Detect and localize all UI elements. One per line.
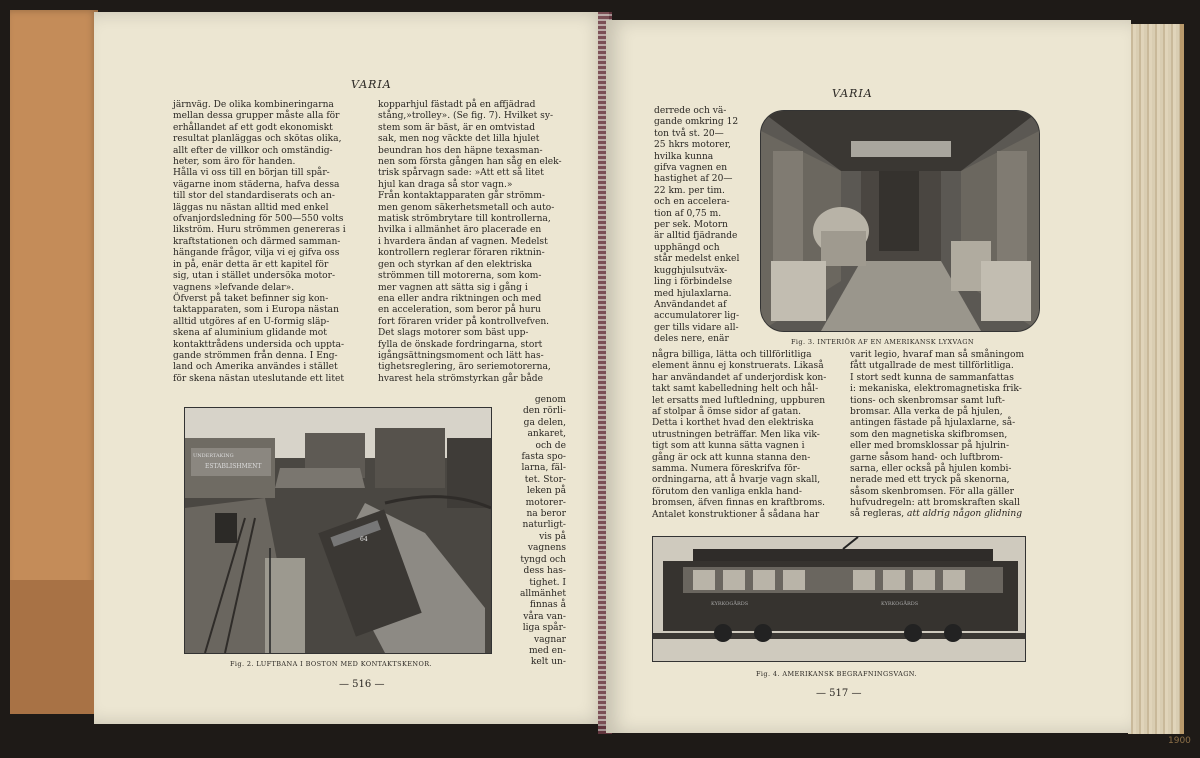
last-line-italic: att aldrig någon glidning: [907, 509, 1023, 519]
text-line: tion af 0,75 m.: [654, 208, 722, 219]
figure-3-image: [760, 110, 1040, 332]
text-line: ofvanjordsledning för 500—550 volts: [173, 214, 344, 225]
text-line: larna, fäl-: [521, 463, 566, 474]
text-line: strömmen till motorerna, som kom-: [378, 271, 542, 282]
text-line: med hjulaxlarna.: [654, 288, 732, 299]
right-column-2-last-line: [850, 509, 1050, 520]
text-line: Antalet konstruktioner å sådana har: [652, 509, 820, 520]
text-line: liga spår-: [522, 623, 566, 634]
page-edges: [1128, 24, 1184, 734]
figure-2-caption: Fig. 2. LUFTBANA I BOSTON MED KONTAKTSKENOR.: [230, 660, 432, 668]
text-line: varit legio, hvaraf man så småningom: [850, 350, 1025, 360]
text-line: ena eller andra riktningen och med: [378, 293, 542, 304]
text-line: ga delen,: [523, 417, 566, 428]
text-line: gande strömmen från denna. I Eng-: [173, 350, 338, 361]
text-line: hjul kan draga så stor vagn.»: [378, 179, 513, 190]
text-line: eller med bromsklossar på hjulrin-: [850, 441, 1010, 452]
text-line: fasta spo-: [521, 452, 566, 463]
text-line: accumulatorer lig-: [654, 311, 740, 322]
text-line: nen som första gången han såg en elek-: [378, 157, 562, 168]
text-line: mellan dessa grupper måste alla för: [173, 111, 340, 122]
text-line: har användandet af underjordisk kon-: [652, 372, 827, 383]
text-line: motorer-: [525, 497, 566, 508]
figure-2-image: [184, 407, 492, 654]
text-line: hvarest hela strömstyrkan går både: [378, 373, 543, 384]
text-line: men genom säkerhetsmetall och auto-: [378, 202, 555, 213]
text-line: trisk spårvagn sade: »Att ett så litet: [378, 168, 544, 179]
car-lettering-1: KYRKOGÅRDS: [711, 601, 749, 607]
text-line: fylla de önskade fordringarna, stort: [378, 339, 543, 350]
text-line: vagnens: [527, 543, 566, 554]
text-line: kelt un-: [530, 657, 566, 668]
right-column-2: [850, 350, 1040, 510]
text-line: af stolpar å ömse sidor af gatan.: [652, 407, 802, 418]
right-page-number: — 517 —: [816, 688, 862, 699]
elevated-railway-photo: [185, 408, 491, 653]
text-line: fort föraren vrider på kontrollvefven.: [378, 316, 550, 327]
text-line: den rörli-: [522, 406, 566, 417]
text-line: vägarne inom städerna, hafva dessa: [173, 179, 340, 190]
text-line: kopparhjul fästadt på en affjädrad: [378, 100, 536, 110]
text-line: na beror: [526, 509, 566, 520]
text-line: naturligt-: [522, 520, 566, 531]
left-page: [94, 12, 609, 724]
text-line: Användandet af: [654, 299, 727, 310]
car-number: 64: [360, 536, 368, 543]
text-line: gande omkring 12: [654, 117, 739, 128]
text-line: mer vagnen att sätta sig i gång i: [378, 282, 528, 293]
left-running-header: VARIA: [351, 78, 392, 91]
text-line: vis på: [539, 531, 566, 542]
text-line: matisk strömbrytare till kontrollerna,: [378, 214, 551, 225]
figure-3-caption: Fig. 3. INTERIÖR AF EN AMERIKANSK LYXVAGN: [791, 338, 974, 346]
text-line: alltid utgöres af en U-formig släp-: [173, 316, 330, 327]
corner-label: 1900: [1168, 736, 1191, 746]
text-line: ordningarna, att å hvarje vagn skall,: [652, 475, 821, 486]
text-line: Hålla vi oss till en början till spår-: [173, 168, 330, 179]
text-line: kontrollern reglerar föraren riktnin-: [378, 248, 545, 259]
text-line: ger tills vidare all-: [654, 322, 739, 333]
text-line: allmänhet: [519, 588, 566, 599]
car-lettering-2: KYRKOGÅRDS: [881, 601, 919, 607]
left-column-1: [173, 100, 387, 385]
right-narrow-column: [654, 106, 754, 346]
text-line: och de: [535, 440, 566, 451]
right-column-1: [652, 350, 847, 521]
text-line: allt efter de villkor och omständig-: [173, 145, 333, 156]
text-line: tigt som att kunna sätta vagnen i: [652, 441, 805, 452]
text-line: bromsar. Alla verka de på hjulen,: [850, 407, 1003, 418]
text-line: några billiga, lätta och tillförlitliga: [652, 350, 812, 360]
text-line: Det slags motorer som bäst upp-: [378, 328, 529, 339]
text-line: 22 km. per tim.: [654, 185, 725, 196]
right-page: [606, 20, 1131, 733]
text-line: läggas nu nästan alltid med enkel: [173, 202, 329, 213]
text-line: förutom den vanliga enkla hand-: [652, 486, 803, 497]
text-line: likström. Huru strömmen genereras i: [173, 225, 346, 236]
text-line: tions- och skenbromsar samt luft-: [850, 395, 1005, 406]
text-line: hvilka i allmänhet äro placerade en: [378, 225, 542, 236]
text-line: tighet. I: [529, 577, 566, 588]
text-line: igångsättningsmoment och lätt has-: [378, 350, 544, 361]
text-line: antingen fästade på hjulaxlarne, så-: [850, 418, 1016, 429]
left-page-number: — 516 —: [339, 679, 385, 690]
text-line: gång är ock att kunna stanna den-: [652, 452, 811, 463]
text-line: fått utgallrade de mest tillförlitliga.: [850, 361, 1014, 372]
text-line: resultat planläggas och skötas olika,: [173, 134, 342, 145]
text-line: genom: [534, 395, 566, 405]
text-line: kontakttrådens undersida och uppta-: [173, 339, 345, 350]
text-line: takt samt kabelledning helt och hål-: [652, 384, 819, 395]
text-line: Detta i korthet hvad den elektriska: [652, 418, 814, 429]
text-line: hängande frågor, vilja vi ej gifva oss: [173, 248, 340, 259]
text-line: vagnar: [533, 634, 566, 645]
sign-text-2: ESTABLISHMENT: [205, 463, 262, 470]
text-line: beundran hos den häpne texasman-: [378, 145, 543, 156]
text-line: och en accelera-: [654, 197, 730, 208]
text-line: stång,»trolley». (Se fig. 7). Hvilket sy-: [378, 111, 554, 122]
text-line: sak, men nog väckte det lilla hjulet: [378, 134, 540, 145]
book-cover-lower: [10, 580, 98, 714]
text-line: element ännu ej konstruerats. Likaså: [652, 361, 824, 372]
text-line: Från kontaktapparaten går strömm-: [378, 191, 545, 202]
text-line: bromsen, äfven finnas en kraftbroms.: [652, 498, 826, 509]
text-line: utrustningen beträffar. Men lika vik-: [652, 429, 820, 440]
text-line: en acceleration, som beror på huru: [378, 305, 541, 316]
text-line: sarna, eller också på hjulen kombi-: [850, 464, 1012, 475]
text-line: våra van-: [523, 611, 566, 622]
text-line: garne såsom hand- och luftbrom-: [850, 452, 1003, 463]
funeral-tram-photo: [653, 537, 1025, 661]
figure-4-caption: Fig. 4. AMERIKANSK BEGRAFNINGSVAGN.: [756, 670, 917, 678]
text-line: erhållandet af ett godt ekonomiskt: [173, 122, 333, 133]
text-line: samma. Numera föreskrifva för-: [652, 464, 801, 475]
text-line: tet. Stor-: [524, 474, 566, 485]
left-column-2-narrow: [506, 395, 566, 669]
text-line: hastighet af 20—: [654, 174, 733, 185]
text-line: Öfverst på taket befinner sig kon-: [173, 293, 329, 304]
text-line: gen och styrkan af den elektriska: [378, 259, 533, 270]
text-line: tighetsreglering, äro seriemotorerna,: [378, 362, 551, 373]
text-line: nerade med ett tryck på skenorna,: [850, 475, 1010, 486]
right-running-header: VARIA: [832, 87, 873, 100]
text-line: heter, som äro för handen.: [173, 157, 296, 168]
text-line: står medelst enkel: [654, 254, 740, 265]
sign-text-1: UNDERTAKING: [193, 453, 234, 459]
text-line: vagnens »lefvande delar».: [173, 282, 295, 293]
text-line: sig, utan i stället undersöka motor-: [173, 271, 336, 282]
text-line: I stort sedt kunna de sammanfattas: [850, 372, 1014, 383]
text-line: stem som är bäst, är en omtvistad: [378, 122, 536, 133]
text-line: som den magnetiska skifbromsen,: [850, 429, 1008, 440]
text-line: in på, enär detta är ett kapitel för: [173, 259, 329, 270]
text-line: är alltid fjädrande: [654, 231, 738, 242]
text-line: per sek. Motorn: [654, 220, 728, 231]
text-line: skena af aluminium glidande mot: [173, 328, 327, 339]
text-line: i: mekaniska, elektromagnetiska frik-: [850, 384, 1022, 395]
text-line: 25 hkrs motorer,: [654, 140, 731, 151]
text-line: med en-: [528, 645, 566, 656]
text-line: ankaret,: [527, 429, 566, 440]
text-line: finnas å: [529, 600, 566, 611]
text-line: ling i förbindelse: [654, 277, 733, 288]
text-line: land och Amerika användes i stället: [173, 362, 338, 373]
text-line: hvilka kunna: [654, 151, 714, 162]
text-line: hufvudregeln: att bromskraften skall: [850, 498, 1020, 509]
text-line: kugghjulsutväx-: [654, 265, 728, 276]
luxury-car-interior-photo: [761, 111, 1039, 331]
text-line: let ersatts med luftledning, uppburen: [652, 395, 826, 406]
text-line: såsom skenbromsen. För alla gäller: [850, 486, 1014, 497]
text-line: deles nere, enär: [654, 334, 729, 345]
left-column-2: [378, 100, 592, 385]
text-line: upphängd och: [654, 242, 720, 253]
text-line: kraftstationen och därmed samman-: [173, 236, 341, 247]
text-line: gifva vagnen en: [654, 163, 728, 174]
text-line: järnväg. De olika kombineringarna: [173, 100, 334, 110]
text-line: derrede och vä-: [654, 106, 727, 116]
text-line: leken på: [526, 486, 566, 497]
text-line: dess has-: [523, 566, 566, 577]
text-line: för skena nästan uteslutande ett litet: [173, 373, 345, 384]
figure-4-image: [652, 536, 1026, 662]
text-line: till stor del standardiserats och an-: [173, 191, 335, 202]
text-line: tyngd och: [520, 554, 566, 565]
text-line: ton två st. 20—: [654, 128, 724, 139]
last-line-lead: så regleras,: [850, 509, 908, 519]
text-line: i hvardera ändan af vagnen. Medelst: [378, 236, 548, 247]
text-line: taktapparaten, som i Europa nästan: [173, 305, 339, 316]
